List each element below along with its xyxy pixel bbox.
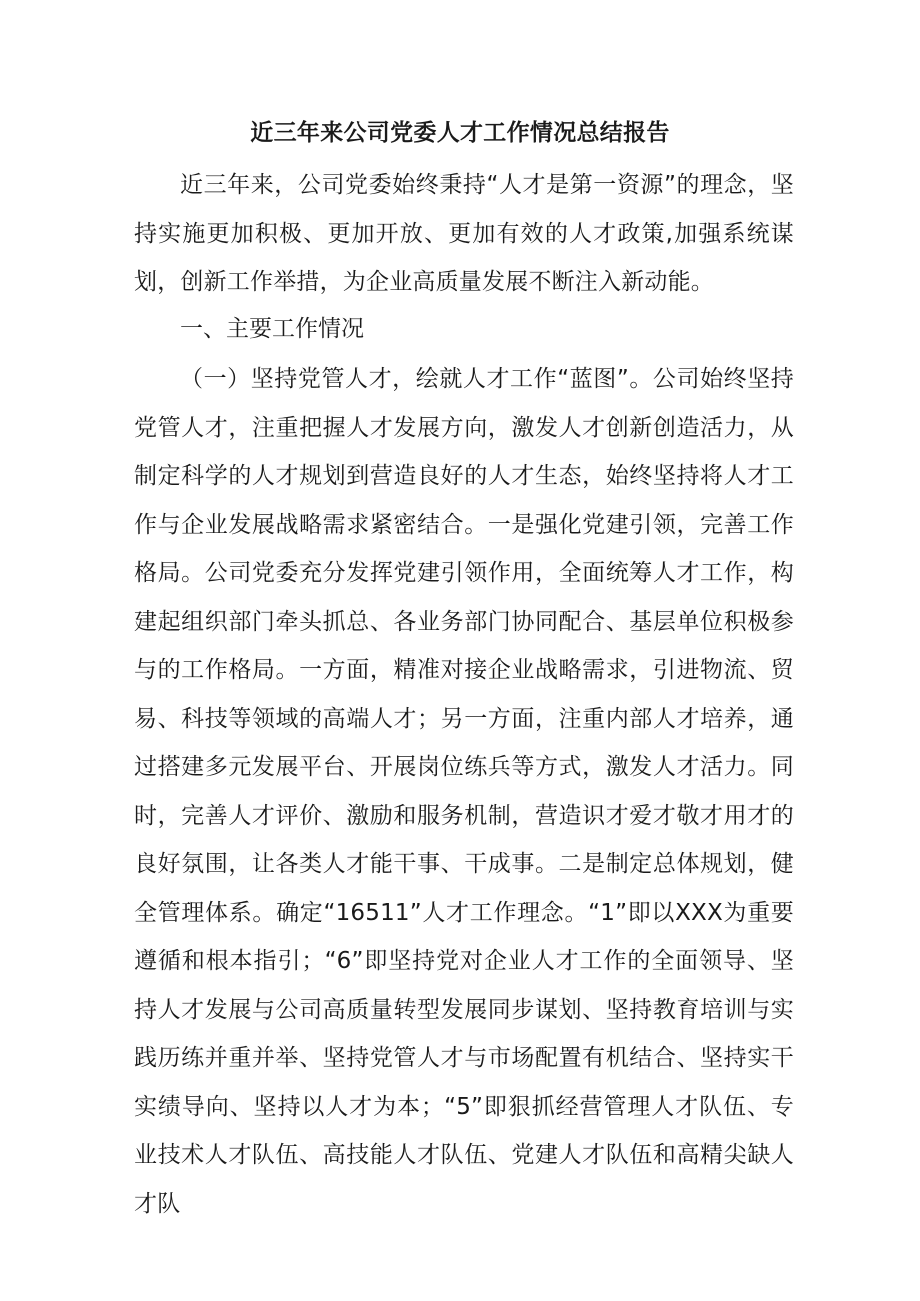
intro-paragraph: 近三年来，公司党委始终秉持“人才是第一资源”的理念，坚持实施更加积极、更加开放、更加有效的人才政策,加强系统谋划，创新工作举措，为企业高质量发展不断注入新动能。 <box>134 172 794 295</box>
subsection-1-paragraph: （一）坚持党管人才，绘就人才工作“蓝图”。公司始终坚持党管人才，注重把握人才发展方向，激发人才创新创造活力，从制定科学的人才规划到营造良好的人才生态，始终坚持将人才工作与企业发展战略需求紧密结合。一是强化党建引领，完善工作格局。公司党委充分发挥党建引领作用，全面统筹人才工作，构建起组织部门牵头抓总、各业务部门协同配合、基层单位积极参与的工作格局。一方面，精准对接企业战略需求，引进物流、贸易、科技等领域的高端人才；另一方面，注重内部人才培养，通过搭建多元发展平台、开展岗位练兵等方式，激发人才活力。同时，完善人才评价、激励和服务机制，营造识才爱才敬才用才的良好氛围，让各类人才能干事、干成事。二是制定总体规划，健全管理体系。确定“16511”人才工作理念。“1”即以XXX为重要遵循和根本指引；“6”即坚持党对企业人才工作的全面领导、坚持人才发展与公司高质量转型发展同步谋划、坚持教育培训与实践历练并重并举、坚持党管人才与市场配置有机结合、坚持实干实绩导向、坚持以人才为本；“5”即狠抓经营管理人才队伍、专业技术人才队伍、高技能人才队伍、党建人才队伍和高精尖缺人才队 <box>134 366 794 1217</box>
document-title: 近三年来公司党委人才工作情况总结报告 <box>250 120 670 146</box>
section-heading: 一、主要工作情况 <box>180 316 364 342</box>
